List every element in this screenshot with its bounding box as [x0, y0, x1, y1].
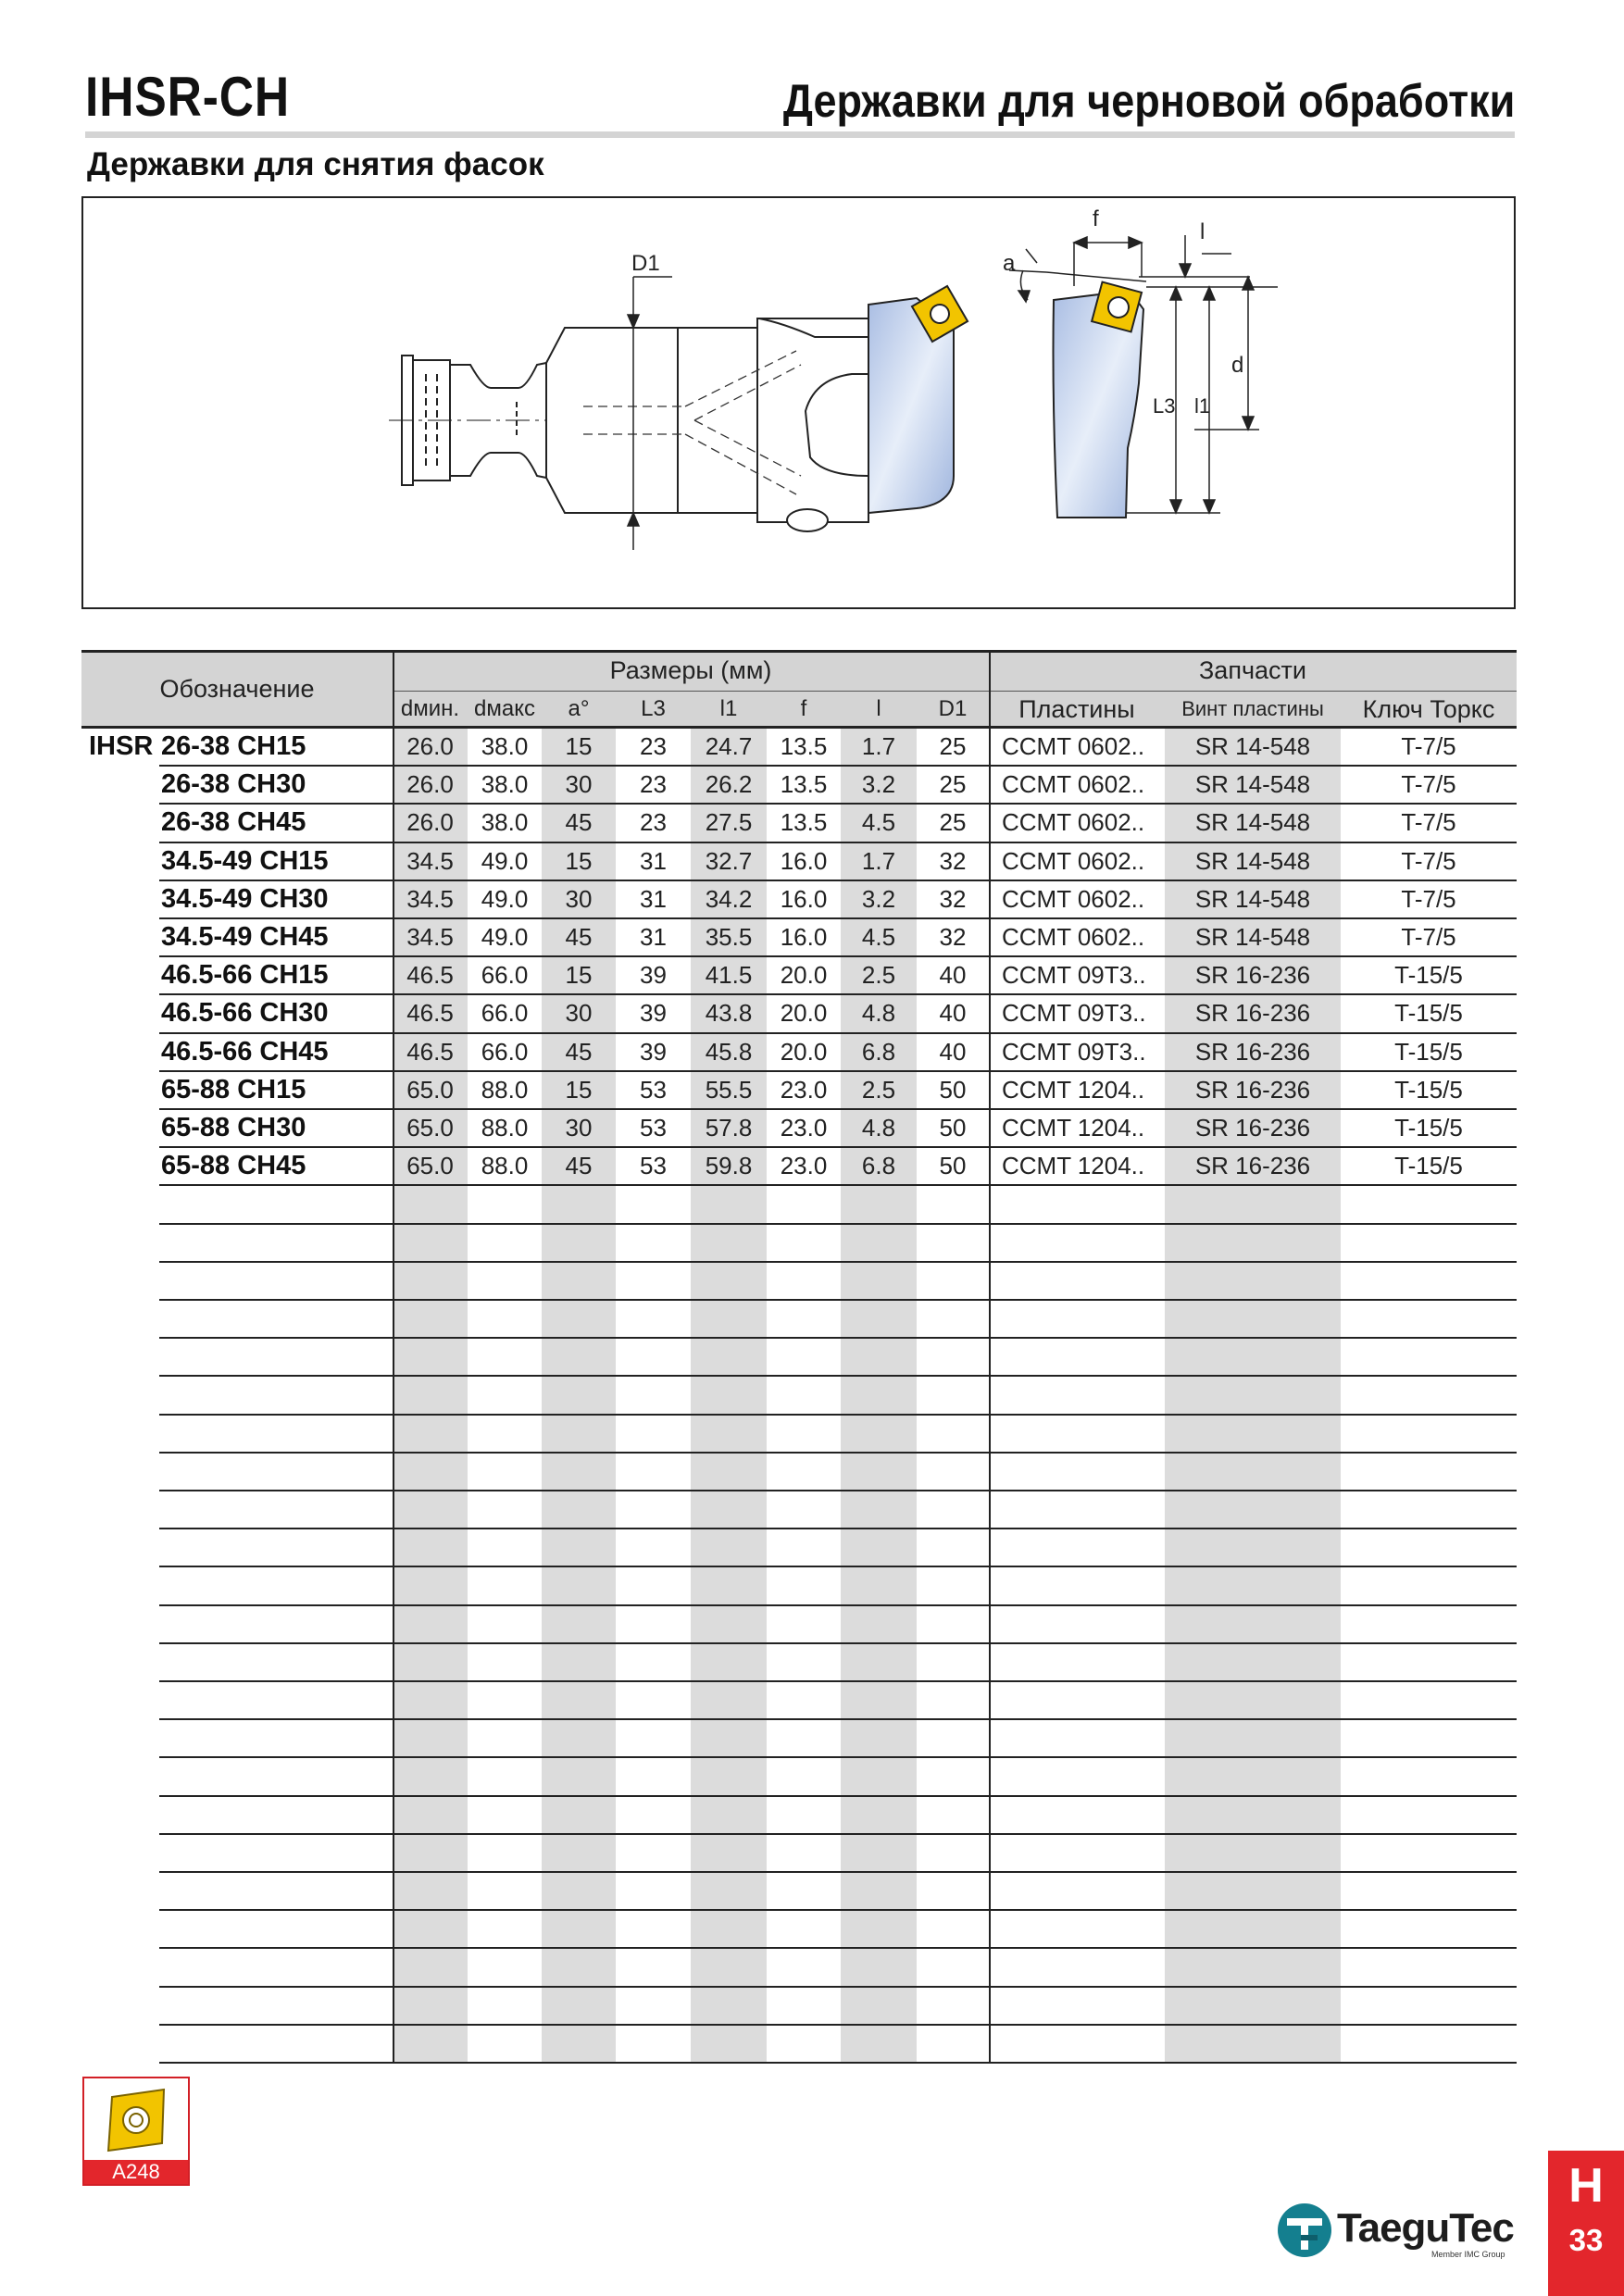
- dimensions-header: Размеры (мм): [609, 655, 772, 684]
- title-rule: [85, 131, 1515, 138]
- table-cell: 40: [939, 961, 967, 990]
- table-cell: CCMT 0602..: [1002, 846, 1145, 875]
- table-cell: 15: [565, 846, 593, 875]
- table-cell: 16.0: [780, 923, 828, 951]
- table-cell: T-15/5: [1394, 1075, 1463, 1104]
- row-rule: [159, 1909, 1517, 1911]
- label-d1: D1: [631, 251, 660, 276]
- table-cell: 23.0: [780, 1152, 828, 1180]
- column-header-0: dмин.: [400, 696, 460, 721]
- table-cell: 23: [640, 770, 667, 799]
- table-cell: 6.8: [861, 1037, 896, 1066]
- table-row-designation: 26-38 CH15: [161, 731, 306, 761]
- designation-prefix: IHSR: [89, 731, 154, 761]
- table-cell: 55.5: [705, 1075, 753, 1104]
- column-header-7: D1: [938, 696, 968, 721]
- table-cell: T-7/5: [1401, 846, 1456, 875]
- table-cell: 53: [640, 1075, 667, 1104]
- row-rule: [159, 1261, 1517, 1263]
- table-cell: 20.0: [780, 999, 828, 1028]
- table-cell: CCMT 09T3..: [1002, 999, 1146, 1028]
- table-cell: 31: [640, 884, 667, 913]
- table-row-designation: 34.5-49 CH30: [161, 883, 329, 914]
- table-cell: CCMT 09T3..: [1002, 1037, 1146, 1066]
- label-l3: L3: [1153, 394, 1176, 418]
- table-cell: 49.0: [481, 923, 529, 951]
- table-cell: SR 16-236: [1194, 1152, 1311, 1180]
- table-cell: SR 16-236: [1194, 1075, 1311, 1104]
- table-cell: CCMT 1204..: [1002, 1152, 1145, 1180]
- table-cell: 3.2: [861, 770, 896, 799]
- table-cell: 3.2: [861, 884, 896, 913]
- table-cell: 23: [640, 808, 667, 837]
- table-cell: 32.7: [705, 846, 753, 875]
- table-cell: T-15/5: [1394, 1037, 1463, 1066]
- table-cell: 25: [939, 770, 967, 799]
- table-row-designation: 26-38 CH45: [161, 807, 306, 838]
- table-cell: 1.7: [861, 732, 896, 760]
- table-cell: 50: [939, 1152, 967, 1180]
- insert-reference: [82, 2077, 190, 2186]
- table-cell: T-15/5: [1394, 1152, 1463, 1180]
- row-rule: [159, 1642, 1517, 1644]
- row-rule: [159, 1680, 1517, 1682]
- row-rule: [159, 1947, 1517, 1949]
- table-cell: 13.5: [780, 770, 828, 799]
- table-cell: 38.0: [481, 808, 529, 837]
- table-cell: 13.5: [780, 732, 828, 760]
- table-cell: 4.8: [861, 1114, 896, 1142]
- table-cell: CCMT 1204..: [1002, 1075, 1145, 1104]
- row-rule: [159, 1986, 1517, 1988]
- table-cell: 31: [640, 923, 667, 951]
- row-rule: [159, 2024, 1517, 2026]
- table-cell: CCMT 09T3..: [1002, 961, 1146, 990]
- table-row-designation: 65-88 CH30: [161, 1113, 306, 1142]
- table-cell: 38.0: [481, 732, 529, 760]
- row-rule: [159, 1490, 1517, 1491]
- table-cell: 66.0: [481, 961, 529, 990]
- table-cell: 66.0: [481, 1037, 529, 1066]
- table-cell: CCMT 1204..: [1002, 1114, 1145, 1142]
- table-cell: 50: [939, 1075, 967, 1104]
- table-cell: 50: [939, 1114, 967, 1142]
- parts-column-header-0: Пластины: [1018, 694, 1135, 723]
- table-cell: 4.8: [861, 999, 896, 1028]
- row-rule: [159, 1833, 1517, 1835]
- table-row-designation: 26-38 CH30: [161, 769, 306, 800]
- table-cell: 15: [565, 1075, 593, 1104]
- label-l1: l1: [1194, 394, 1211, 418]
- table-cell: T-7/5: [1401, 923, 1456, 951]
- table-cell: 39: [640, 999, 667, 1028]
- table-row-designation: 34.5-49 CH45: [161, 922, 329, 952]
- table-cell: 23.0: [780, 1075, 828, 1104]
- row-rule: [159, 1718, 1517, 1720]
- label-d: d: [1231, 353, 1244, 378]
- label-l: l: [1200, 219, 1206, 244]
- table-cell: T-7/5: [1401, 770, 1456, 799]
- table-cell: T-7/5: [1401, 808, 1456, 837]
- table-cell: SR 14-548: [1194, 770, 1311, 799]
- table-cell: 27.5: [705, 808, 753, 837]
- table-row-designation: 65-88 CH45: [161, 1151, 306, 1181]
- table-cell: 45: [565, 1037, 593, 1066]
- row-rule: [159, 1375, 1517, 1377]
- table-cell: 45: [565, 808, 593, 837]
- row-rule: [159, 1871, 1517, 1873]
- table-cell: 2.5: [861, 961, 896, 990]
- parts-column-header-1: Винт пластины: [1181, 697, 1324, 720]
- table-cell: 46.5: [406, 961, 454, 990]
- row-rule: [159, 1223, 1517, 1225]
- row-rule: [159, 1528, 1517, 1529]
- section-letter: H: [1568, 2159, 1604, 2213]
- table-cell: 40: [939, 1037, 967, 1066]
- section-tab: [1548, 2151, 1624, 2296]
- table-cell: CCMT 0602..: [1002, 770, 1145, 799]
- column-header-4: l1: [719, 696, 738, 721]
- label-a: a: [1003, 251, 1016, 276]
- table-cell: 16.0: [780, 884, 828, 913]
- table-cell: 15: [565, 732, 593, 760]
- table-cell: 30: [565, 1114, 593, 1142]
- table-cell: 32: [939, 846, 967, 875]
- table-cell: 88.0: [481, 1075, 529, 1104]
- table-cell: 23: [640, 732, 667, 760]
- table-row-designation: 34.5-49 CH15: [161, 845, 329, 876]
- table-cell: 32: [939, 884, 967, 913]
- table-cell: 26.0: [406, 732, 454, 760]
- table-cell: 26.0: [406, 808, 454, 837]
- column-header-3: L3: [641, 696, 666, 721]
- table-cell: 45.8: [705, 1037, 753, 1066]
- table-cell: 1.7: [861, 846, 896, 875]
- table-cell: 4.5: [861, 808, 896, 837]
- table-cell: 49.0: [481, 846, 529, 875]
- table-cell: 20.0: [780, 1037, 828, 1066]
- table-cell: 30: [565, 999, 593, 1028]
- table-cell: T-15/5: [1394, 961, 1463, 990]
- table-cell: 34.5: [406, 923, 454, 951]
- table-row-designation: 46.5-66 CH30: [161, 998, 329, 1029]
- table-cell: CCMT 0602..: [1002, 884, 1145, 913]
- table-cell: 30: [565, 770, 593, 799]
- table-cell: 53: [640, 1114, 667, 1142]
- page-number: 33: [1568, 2223, 1604, 2257]
- holder-drawing: [83, 198, 1518, 611]
- table-cell: 46.5: [406, 999, 454, 1028]
- table-cell: SR 16-236: [1194, 1114, 1311, 1142]
- row-rule: [159, 1337, 1517, 1339]
- table-cell: 13.5: [780, 808, 828, 837]
- table-cell: 25: [939, 732, 967, 760]
- table-cell: SR 16-236: [1194, 961, 1311, 990]
- row-rule: [159, 1452, 1517, 1454]
- table-cell: 40: [939, 999, 967, 1028]
- table-cell: 20.0: [780, 961, 828, 990]
- column-header-1: dмакс: [474, 696, 535, 721]
- table-cell: 46.5: [406, 1037, 454, 1066]
- table-cell: 41.5: [705, 961, 753, 990]
- table-row-designation: 46.5-66 CH45: [161, 1036, 329, 1067]
- table-cell: T-7/5: [1401, 732, 1456, 760]
- table-cell: CCMT 0602..: [1002, 923, 1145, 951]
- row-rule: [159, 1756, 1517, 1758]
- brand-name: TaeguTec: [1337, 2205, 1514, 2251]
- table-cell: 30: [565, 884, 593, 913]
- table-cell: SR 14-548: [1194, 846, 1311, 875]
- brand-logo: [1276, 2202, 1518, 2261]
- designation-header: Обозначение: [159, 674, 315, 703]
- table-cell: 35.5: [705, 923, 753, 951]
- table-row-designation: 46.5-66 CH15: [161, 960, 329, 991]
- table-cell: SR 14-548: [1194, 732, 1311, 760]
- page-title: Державки для черновой обработки: [782, 75, 1515, 127]
- table-cell: 23.0: [780, 1114, 828, 1142]
- table-cell: 49.0: [481, 884, 529, 913]
- table-cell: T-7/5: [1401, 884, 1456, 913]
- insert-reference-label: A248: [84, 2160, 188, 2184]
- table-cell: CCMT 0602..: [1002, 808, 1145, 837]
- table-cell: 32: [939, 923, 967, 951]
- technical-drawing: [81, 196, 1516, 609]
- taegutec-emblem-icon: [1276, 2202, 1333, 2259]
- table-cell: 34.5: [406, 884, 454, 913]
- table-cell: T-15/5: [1394, 1114, 1463, 1142]
- table-cell: 31: [640, 846, 667, 875]
- table-cell: 39: [640, 1037, 667, 1066]
- label-f: f: [1093, 206, 1099, 231]
- table-cell: 38.0: [481, 770, 529, 799]
- table-cell: 15: [565, 961, 593, 990]
- table-cell: 16.0: [780, 846, 828, 875]
- table-cell: SR 14-548: [1194, 884, 1311, 913]
- table-cell: 65.0: [406, 1075, 454, 1104]
- table-cell: SR 16-236: [1194, 1037, 1311, 1066]
- row-rule: [159, 1299, 1517, 1301]
- table-cell: SR 14-548: [1194, 808, 1311, 837]
- column-header-6: l: [876, 696, 881, 721]
- table-cell: T-15/5: [1394, 999, 1463, 1028]
- column-header-5: f: [800, 696, 807, 721]
- row-rule: [159, 1604, 1517, 1606]
- table-cell: 53: [640, 1152, 667, 1180]
- table-cell: 43.8: [705, 999, 753, 1028]
- table-cell: 24.7: [705, 732, 753, 760]
- table-cell: 26.2: [705, 770, 753, 799]
- table-cell: 88.0: [481, 1114, 529, 1142]
- row-rule: [159, 1566, 1517, 1567]
- table-cell: 25: [939, 808, 967, 837]
- table-cell: 6.8: [861, 1152, 896, 1180]
- product-code: IHSR-CH: [85, 66, 291, 128]
- page-subtitle: Державки для снятия фасок: [87, 146, 544, 182]
- table-cell: CCMT 0602..: [1002, 732, 1145, 760]
- row-rule: [159, 1795, 1517, 1797]
- table-cell: 34.2: [705, 884, 753, 913]
- row-rule: [159, 1414, 1517, 1416]
- column-header-2: a°: [568, 696, 590, 721]
- table-cell: 59.8: [705, 1152, 753, 1180]
- row-rule: [159, 2062, 1517, 2064]
- table-cell: SR 16-236: [1194, 999, 1311, 1028]
- table-cell: 4.5: [861, 923, 896, 951]
- table-cell: 88.0: [481, 1152, 529, 1180]
- table-cell: 34.5: [406, 846, 454, 875]
- table-cell: 65.0: [406, 1152, 454, 1180]
- table-row-designation: 65-88 CH15: [161, 1074, 306, 1104]
- parts-column-header-2: Ключ Торкс: [1362, 694, 1495, 723]
- insert-icon: [84, 2078, 188, 2160]
- table-cell: 39: [640, 961, 667, 990]
- brand-subtitle: Member IMC Group: [1431, 2250, 1505, 2259]
- table-cell: 45: [565, 923, 593, 951]
- table-cell: 45: [565, 1152, 593, 1180]
- holder-body: [546, 318, 868, 531]
- parts-header: Запчасти: [1199, 655, 1306, 684]
- table-cell: 65.0: [406, 1114, 454, 1142]
- table-cell: 2.5: [861, 1075, 896, 1104]
- table-cell: 66.0: [481, 999, 529, 1028]
- table-cell: 57.8: [705, 1114, 753, 1142]
- table-cell: 26.0: [406, 770, 454, 799]
- table-cell: SR 14-548: [1194, 923, 1311, 951]
